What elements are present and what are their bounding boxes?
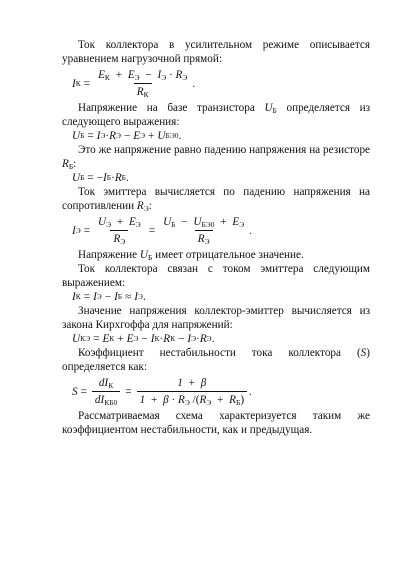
op: − xyxy=(141,333,148,345)
fraction xyxy=(95,215,144,246)
op: · xyxy=(111,172,115,184)
op: . xyxy=(211,333,215,345)
sub: Э xyxy=(239,220,245,229)
sym: R xyxy=(113,233,121,245)
sym: I xyxy=(103,172,107,184)
sym: U xyxy=(264,102,273,114)
sym: E xyxy=(128,216,136,228)
sym: I xyxy=(72,77,76,90)
op: : xyxy=(73,158,77,170)
text: Коэффициент нестабильности тока коллектора ( xyxy=(78,347,361,359)
sub: Э xyxy=(134,73,140,82)
formula-uke: U КЭ = E К + E Э − I К · R К − I Э · R Э . xyxy=(72,333,215,345)
denominator xyxy=(137,391,247,407)
sym: U xyxy=(98,216,107,228)
sym: R xyxy=(136,86,144,98)
op: . xyxy=(192,77,196,90)
sub: Э xyxy=(143,204,149,213)
sym: U xyxy=(72,130,81,142)
op: . xyxy=(142,291,146,303)
text: имеет отрицательное значение. xyxy=(155,249,304,261)
formula-ie: I Э = $\frac{U_Э + E_Э}{R_Э}$ = $\frac{U_Б - U_{БЭ0} + E_Э}{R_Э}$ . xyxy=(72,216,252,246)
numerator xyxy=(160,215,247,230)
text: Ток коллектора в усилительном режиме описывается уравнением нагрузочной прямой: xyxy=(62,39,370,65)
sub: Б xyxy=(236,398,241,407)
document-body xyxy=(62,38,370,437)
text: Напряжение на базе транзистора xyxy=(78,102,255,114)
sym: I xyxy=(72,224,76,237)
sym: I xyxy=(96,130,101,142)
op: . xyxy=(178,130,182,142)
sub: К xyxy=(104,73,110,82)
sub: Э xyxy=(106,220,112,229)
op: + xyxy=(117,333,124,345)
sym: R xyxy=(199,333,207,345)
sym: E xyxy=(98,69,105,81)
op: − xyxy=(104,291,112,303)
fraction xyxy=(95,68,190,99)
sym: R xyxy=(114,172,122,184)
op: − xyxy=(123,130,131,142)
sub: К xyxy=(143,90,149,99)
op: + xyxy=(116,216,124,228)
op: = xyxy=(83,224,90,237)
op: + xyxy=(217,394,224,406)
op: ) xyxy=(240,394,245,406)
op: = xyxy=(87,172,94,184)
op: − xyxy=(145,69,152,81)
sym: I xyxy=(187,333,192,345)
text: определяется из следующего выражения: xyxy=(62,102,370,128)
paragraph-ub-negative xyxy=(62,248,370,262)
op: + xyxy=(115,69,123,81)
op: = xyxy=(148,224,156,237)
sub: БЭ0 xyxy=(201,220,215,229)
op: = xyxy=(80,385,87,398)
sym: U xyxy=(193,216,202,228)
sub: Э xyxy=(120,237,126,246)
numerator xyxy=(174,376,209,391)
sym: I xyxy=(134,291,138,303)
sub: Э xyxy=(161,73,167,82)
sym: U xyxy=(72,172,81,184)
sym: R xyxy=(197,233,205,245)
op: · xyxy=(105,130,110,142)
sym: U xyxy=(139,249,149,261)
fraction xyxy=(137,376,247,407)
paragraph-uke xyxy=(62,304,370,332)
sym: U xyxy=(163,216,172,228)
text: Рассматриваемая схема характеризуется таким же коэффициентом нестабильности, как и предыдущая. xyxy=(62,410,370,436)
sub: Б xyxy=(148,253,153,262)
sym: 1 xyxy=(177,377,183,389)
op: + xyxy=(220,216,227,228)
numerator xyxy=(96,376,116,391)
sym: R xyxy=(163,333,171,345)
denominator xyxy=(110,230,128,246)
fraction xyxy=(92,376,120,407)
op: + xyxy=(151,394,158,406)
sym: E xyxy=(232,216,240,228)
sub: Э xyxy=(184,398,190,407)
sym: dI xyxy=(94,394,105,406)
sym: E xyxy=(133,130,141,142)
sub: Э xyxy=(206,398,212,407)
formula-s xyxy=(72,376,370,407)
sym: I xyxy=(114,291,118,303)
sym: U xyxy=(72,333,81,345)
sym: R xyxy=(178,394,185,406)
sub: Б xyxy=(272,106,277,115)
paragraph-emitter-current xyxy=(62,185,370,213)
op: : xyxy=(148,200,152,212)
formula-ik-ie: I К = I Э − I Б ≈ I Э . xyxy=(72,291,146,303)
op: = xyxy=(93,333,100,345)
sym: E xyxy=(126,333,134,345)
op: − xyxy=(181,216,188,228)
sub: КБ0 xyxy=(104,398,118,407)
sub: Б xyxy=(171,220,176,229)
op: = xyxy=(83,77,91,90)
op: − xyxy=(96,172,104,184)
sym: β xyxy=(163,394,169,406)
op: ≈ xyxy=(125,291,132,303)
sub: Э xyxy=(204,237,210,246)
paragraph-conclusion xyxy=(62,409,370,437)
text: Значение напряжения коллектор-эмиттер вычисляется из закона Кирхгоффа для напряжений: xyxy=(62,305,370,331)
op: . xyxy=(249,224,252,237)
text: Ток эмиттера вычисляется по падению напряжения на сопротивлении xyxy=(62,186,370,212)
sym: I xyxy=(72,291,76,303)
text: ) определяется как: xyxy=(62,347,370,373)
sym: R xyxy=(175,69,183,81)
paragraph-resistor-drop xyxy=(62,143,370,171)
sym: S xyxy=(360,347,367,359)
denominator xyxy=(134,83,152,99)
sym: E xyxy=(127,69,135,81)
op: · xyxy=(159,333,164,345)
sym: I xyxy=(157,69,162,81)
op: · xyxy=(171,394,176,406)
sym: R xyxy=(136,200,144,212)
op: + xyxy=(148,130,155,142)
sym: I xyxy=(150,333,155,345)
op: = xyxy=(87,130,94,142)
sym: β xyxy=(200,377,207,389)
op: + xyxy=(188,377,195,389)
numerator xyxy=(95,68,190,83)
paragraph-base-voltage xyxy=(62,101,370,129)
op: · xyxy=(196,333,200,345)
formula-ub-rb: U Б = − I Б · R Б . xyxy=(72,172,129,184)
op: · xyxy=(169,69,173,81)
op: − xyxy=(178,333,185,345)
op: /( xyxy=(192,394,200,406)
text: Напряжение xyxy=(78,249,138,261)
formula-ub: U Б = I Э · R Э − E Э + U БЭ0 . xyxy=(72,130,182,142)
sym: U xyxy=(157,130,166,142)
formula-ik-load-line: I К = $E_К + E_Э - I_Э \cdot R_Э$ $R_К$ . xyxy=(72,69,196,99)
op: = xyxy=(83,291,91,303)
fraction xyxy=(160,215,247,246)
sym: S xyxy=(72,385,78,398)
sym: R xyxy=(62,158,69,170)
paragraph-instability-coefficient xyxy=(62,346,370,374)
sub: Б xyxy=(68,162,74,171)
op: = xyxy=(125,385,132,398)
sub: К xyxy=(108,381,114,390)
sub: Э xyxy=(135,220,141,229)
op: . xyxy=(125,172,129,184)
op: . xyxy=(249,385,252,398)
paragraph-collector-current xyxy=(62,38,370,66)
text: Это же напряжение равно падению напряжения на резисторе xyxy=(78,144,370,156)
sym: R xyxy=(199,394,207,406)
numerator xyxy=(95,215,144,230)
sym: dI xyxy=(98,377,109,389)
text: Ток коллектора связан с током эмиттера следующим выражением: xyxy=(62,263,370,289)
sym: I xyxy=(93,291,97,303)
sym: R xyxy=(229,394,236,406)
sym: R xyxy=(109,130,116,142)
sub: Э xyxy=(182,73,188,82)
denominator xyxy=(195,230,213,246)
sym: 1 xyxy=(139,394,146,406)
paragraph-collector-emitter-link xyxy=(62,262,370,290)
sym: E xyxy=(102,333,110,345)
denominator xyxy=(92,391,120,407)
